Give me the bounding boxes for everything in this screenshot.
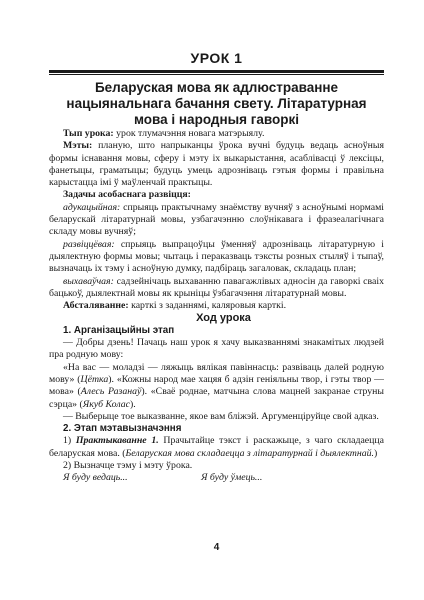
lesson-title: [49, 80, 384, 128]
task-developmental-text: спрыяць выпрацоўцы ўменняў адрозніваць літаратурную і дыялектную формы мовы; чытаць і пераказваць тэксты розных стыляў і тыпаў, вызначаць іх тэму і асноўную думку, падбіраць загаловак, складаць план;: [49, 238, 384, 275]
task-upbringing-label: выхаваўчая:: [63, 275, 114, 287]
equipment: [49, 300, 384, 312]
title-line: нацыянальнага бачання свету. Літаратурная: [66, 96, 367, 111]
title-line: мова і народныя гаворкі: [133, 112, 300, 127]
lesson-goals-label: Мэты:: [63, 140, 93, 152]
lesson-type-label: Тып урока:: [63, 128, 114, 139]
task-upbringing-text: садзейнічаць выхаванню павагажлівых адносін да гаворкі сваіх бацькоў, дыялектнай мовы як крыніцы ўзбагачэння літаратурнай мовы.: [49, 275, 384, 299]
task-educational: [49, 202, 384, 239]
quotes-paragraph: [49, 362, 384, 411]
lesson-label: УРОК 1: [190, 50, 243, 66]
topic-paragraph: 2) Вызначце тэму і мэту ўрока.: [63, 460, 193, 472]
title-line: Беларуская мова як адлюстраванне: [94, 80, 339, 95]
header-rule-thick: [49, 70, 384, 73]
lesson-header: [49, 46, 384, 76]
quote-text: «На вас — моладзі — ляжыць вялікая павіннасць: развіваць далей родную мову» (: [49, 361, 384, 385]
equipment-text: карткі з заданнямі, каляровыя карткі.: [128, 300, 287, 312]
quote-author: Цётка: [80, 373, 109, 385]
tasks-heading: Задачы асобаснага развіцця:: [63, 189, 191, 201]
lesson-goals: [49, 140, 384, 189]
equipment-label: Абсталяванне:: [63, 300, 129, 312]
section-heading: 2. Этап мэтавызначэння: [63, 423, 182, 435]
exercise-number: 1): [63, 435, 76, 447]
lesson-type-text: урок тлумачэння новага матэрыялу.: [113, 128, 265, 139]
quote-text: ). «Сваё роднае, матчына слова мацней закранае струны сэрца» (: [49, 386, 384, 410]
quote-text: ).: [129, 398, 136, 410]
choose-quote-paragraph: — Выберыце тое выказванне, якое вам бліжэй. Аргуменціруйце свой адказ.: [63, 410, 379, 422]
greeting-paragraph: — Добры дзень! Пачаць наш урок я хачу выказваннямі знакамітых людзей пра родную мову:: [49, 337, 384, 361]
exercise-paragraph: [49, 435, 384, 460]
task-educational-label: адукацыйная:: [63, 201, 121, 213]
quote-author: Алесь Разанаў: [80, 386, 142, 398]
header-rule-thin: [49, 74, 384, 75]
quote-author: Якуб Колас: [82, 398, 130, 410]
exercise-label: Практыкаванне 1.: [75, 435, 159, 447]
exercise-text: Прачытайце тэкст і раскажыце, з чаго складаецца беларуская мова. (: [49, 435, 384, 459]
section-heading: 1. Арганізацыйны этап: [63, 324, 175, 336]
sentence-starters: [49, 472, 384, 486]
task-upbringing: [49, 276, 384, 301]
page-number: 4: [213, 542, 220, 553]
lesson-body: [49, 128, 384, 486]
starter-know: Я буду ведаць...: [63, 472, 128, 484]
lesson-goals-text: планую, што напрыканцы ўрока вучні будуць ведаць асноўныя формы існавання мовы, сферу і мэту іх выкарыстання, асаблівасці ў лексіцы, фанетыцы, граматыцы; будуць умець адрозніваць гэтыя формы і правільна карыстацца імі ў маўленчай практыцы.: [49, 140, 384, 189]
exercise-answer: Беларуская мова складаецца з літаратурнай і дыялектнай.: [125, 447, 374, 459]
task-educational-text: спрыяць практычнаму знаёмству вучняў з асноўнымі нормамі беларускай літаратурнай мовы, узбагачэнню слоўнікавага і фразеалагічнага складу мовы вучняў;: [49, 201, 384, 238]
lesson-type: [49, 128, 384, 140]
task-developmental: [49, 239, 384, 276]
starter-can: Я буду ўмець...: [201, 472, 263, 484]
exercise-text: ): [373, 447, 378, 459]
course-heading: Ход урока: [196, 312, 251, 325]
quote-text: ). «Кожны народ мае хацяя б адзін геніяльны твор, і гэты твор — мова» (: [49, 373, 384, 398]
task-developmental-label: развіццёвая:: [63, 238, 115, 250]
